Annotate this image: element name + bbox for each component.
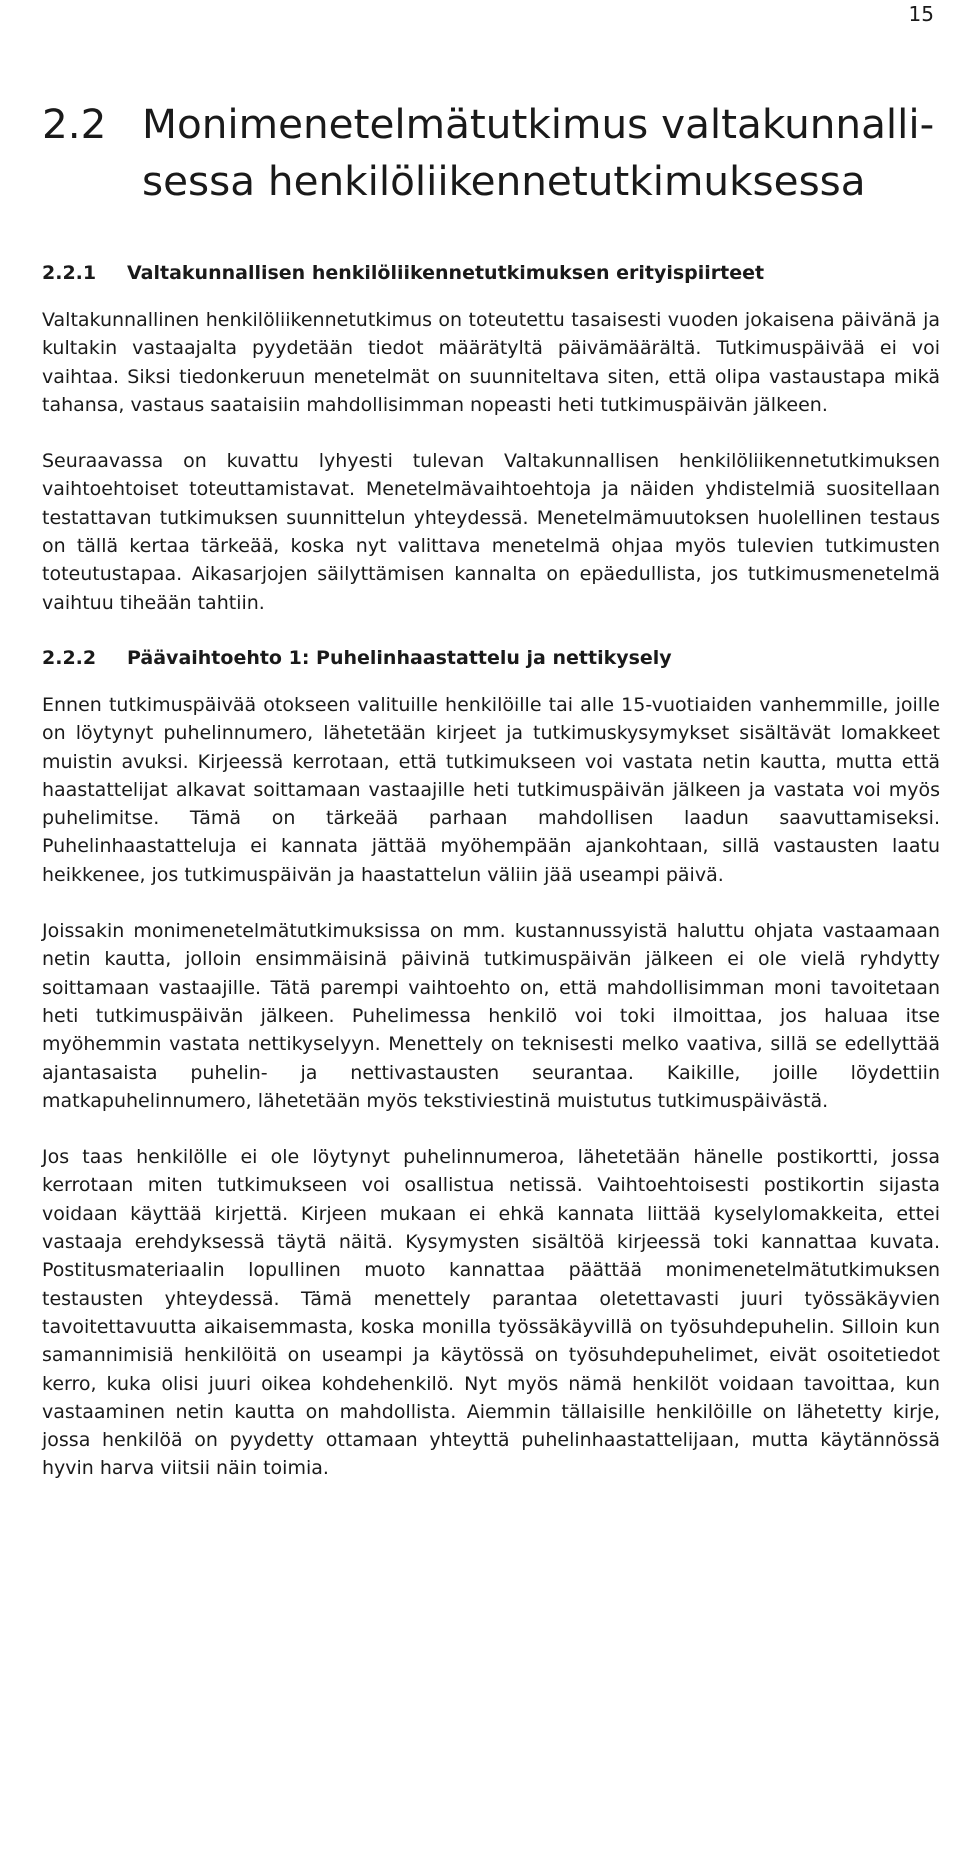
paragraph: Ennen tutkimuspäivää otokseen valituille henkilöille tai alle 15-vuotiaiden vanhemmille, joille on löytynyt puhelinnumero, lähetetään kirjeet ja tutkimuskysymykset sisältävät lomakkeet muistin avuksi. Kirjeessä kerrotaan, että tutkimukseen voi vastata netin kautta, mutta että haastattelijat alkavat soittamaan vastaajille heti tutkimuspäivän jälkeen ja vastata voi myös puhelimitse. Tämä on tärkeää parhaan mahdollisen laadun saavuttamiseksi. Puhelinhaastatteluja ei kannata jättää myöhempään ajankohtaan, sillä vastausten laatu heikkenee, jos tutkimuspäivän ja haastattelun väliin jää useampi päivä. — [42, 693, 940, 886]
paragraph: Jos taas henkilölle ei ole löytynyt puhelinnumeroa, lähetetään hänelle postikortti, jossa kerrotaan miten tutkimukseen voi osallistua netissä. Vaihtoehtoisesti postikortin sijasta voidaan käyttää kirjettä. Kirjeen mukaan ei ehkä kannata liittää kyselylomakkeita, ettei vastaaja erehdyksessä täytä näitä. Kysymysten sisältöä kirjeessä toki kannattaa kuvata. Postitusmateriaalin lopullinen muoto kannattaa päättää monimenetelmätutkimuksen testausten yhteydessä. Tämä menettely parantaa oletettavasti juuri työssäkäyvien tavoitettavuutta aikaisemmasta, koska monilla työssäkäyvillä on työsuhdepuhelin. Silloin kun samannimisiä henkilöitä on useampi ja käytössä on työsuhdepuhelimet, eivät osoitetiedot kerro, kuka olisi juuri oikea kohdehenkilö. Nyt myös nämä henkilöt voidaan tavoittaa, kun vastaaminen netin kautta on mahdollista. Aiemmin tällaisille henkilöille on lähetetty kirje, jossa henkilöä on pyydetty ottamaan yhteyttä puhelinhaastattelijaan, mutta käytännössä hyvin harva viitsii näin toimia. — [42, 1146, 940, 1480]
subsection-title: Valtakunnallisen henkilöliikennetutkimuksen erityispiirteet — [127, 262, 765, 284]
paragraph: Seuraavassa on kuvattu lyhyesti tulevan Valtakunnallisen henkilöliikennetutkimuksen vaihtoehtoiset toteuttamistavat. Menetelmävaihtoehtoja ja näiden yhdistelmiä suositellaan testattavan tutkimuksen suunnittelun yhteydessä. Menetelmämuutoksen huolellinen testaus on tällä kertaa tärkeää, koska nyt valittava menetelmä ohjaa myös tulevien tutkimusten toteutustapaa. Aikasarjojen säilyttämisen kannalta on epäedullista, jos tutkimusmenetelmä vaihtuu tiheään tahtiin. — [42, 450, 940, 614]
subsection-number: 2.2.2 — [42, 646, 97, 669]
section-number: 2.2 — [42, 100, 107, 148]
section-title: Monimenetelmätutkimus valtakunnallisessa henkilöliikennetutkimuksessa — [142, 100, 935, 205]
subsection-heading-1 — [42, 260, 940, 286]
section-heading — [42, 96, 940, 210]
page-number: 15 — [908, 2, 934, 26]
subsection-number: 2.2.1 — [42, 262, 97, 284]
subsection-title: Päävaihtoehto 1: Puhelinhaastattelu ja nettikysely — [127, 646, 672, 669]
paragraph: Joissakin monimenetelmätutkimuksissa on mm. kustannussyistä haluttu ohjata vastaamaan netin kautta, jolloin ensimmäisinä päivinä tutkimuspäivän jälkeen ei ole vielä ryhdytty soittamaan vastaajille. Tätä parempi vaihtoehto on, että mahdollisimman moni tavoitetaan heti tutkimuspäivän jälkeen. Puhelimessa henkilö voi toki ilmoittaa, jos haluaa itse myöhemmin vastata nettikyselyyn. Menettely on teknisesti melko vaativa, sillä se edellyttää ajantasaista puhelin- ja nettivastausten seurantaa. Kaikille, joille löydettiin matkapuhelinnumero, lähetetään myös tekstiviestinä muistutus tutkimuspäivästä. — [42, 920, 940, 1112]
subsection-heading-2 — [42, 645, 940, 671]
paragraph: Valtakunnallinen henkilöliikennetutkimus on toteutettu tasaisesti vuoden jokaisena päivänä ja kultakin vastaajalta pyydetään tiedot määrätyltä päivämäärältä. Tutkimuspäivää ei voi vaihtaa. Siksi tiedonkeruun menetelmät on suunniteltava siten, että olipa vastaustapa mikä tahansa, vastaus saataisiin mahdollisimman nopeasti heti tutkimuspäivän jälkeen. — [42, 309, 940, 416]
document-body — [42, 96, 940, 1483]
